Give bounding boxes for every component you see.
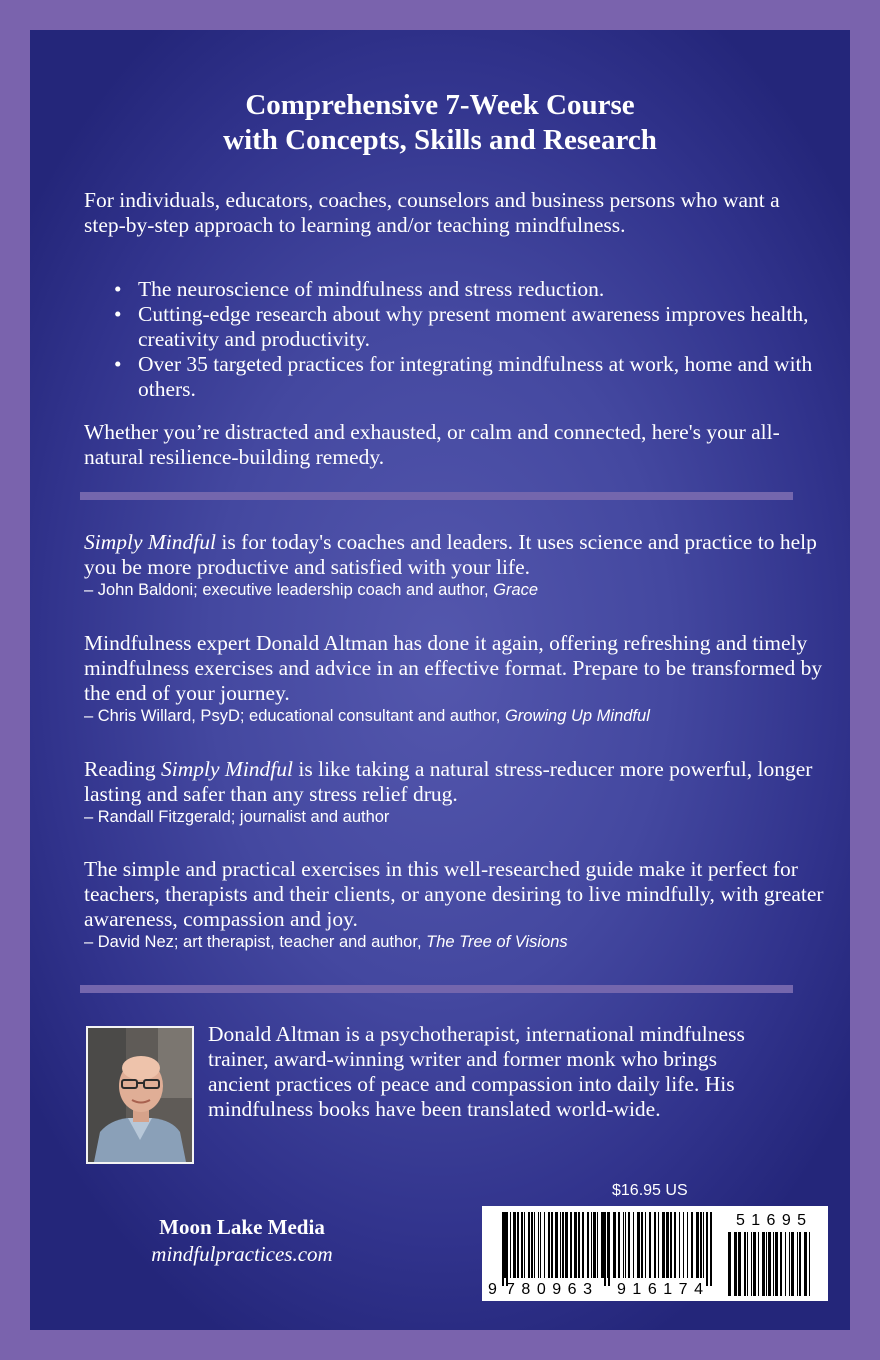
- cover-headline: [30, 88, 850, 158]
- headline-line-1: Comprehensive 7-Week Course: [245, 89, 635, 121]
- back-cover-panel: [30, 30, 850, 1330]
- barcode-bar: [570, 1212, 572, 1278]
- barcode-bar: [696, 1212, 699, 1278]
- endorsement-text: [84, 757, 824, 807]
- feature-item: [84, 302, 824, 352]
- barcode-bar: [540, 1212, 541, 1278]
- barcode-guard-bar: [608, 1212, 610, 1286]
- endorsement-text-end: is for today's coaches and leaders. It uses science and practice to help you be more productive and satisfied with your life.: [84, 530, 817, 579]
- author-photo: [86, 1026, 194, 1164]
- section-divider: [80, 985, 793, 993]
- barcode-bar: [548, 1212, 550, 1278]
- barcode-bar: [538, 1212, 539, 1278]
- barcode-bar: [510, 1212, 511, 1278]
- barcode-guard-bar: [506, 1212, 508, 1286]
- feature-text: The neuroscience of mindfulness and stress reduction.: [138, 277, 605, 301]
- endorsement-text: [84, 530, 824, 580]
- barcode-bar: [623, 1212, 624, 1278]
- barcode-bar: [744, 1232, 746, 1296]
- endorsement: [84, 757, 824, 828]
- endorsement-attribution: [84, 807, 824, 828]
- barcode-bar: [700, 1212, 702, 1278]
- book-title: Simply Mindful: [161, 757, 294, 781]
- attribution-text: – Randall Fitzgerald; journalist and author: [84, 808, 390, 826]
- barcode-bar: [799, 1232, 801, 1296]
- feature-item: [84, 277, 824, 302]
- barcode-bar: [775, 1232, 778, 1296]
- isbn-lead-digit: 9: [488, 1281, 497, 1298]
- barcode-bar: [534, 1212, 535, 1278]
- headline-line-2: with Concepts, Skills and Research: [223, 124, 657, 156]
- attribution-work: Grace: [493, 581, 539, 599]
- endorsement-text-start: The simple and practical exercises in this well-researched guide make it perfect for teachers, therapists and their clients, or anyone desiring to live mindfully, with greater awareness, compassion and joy.: [84, 857, 824, 931]
- endorsement-attribution: [84, 580, 824, 601]
- barcode-graphic: [482, 1206, 828, 1301]
- feature-text: Over 35 targeted practices for integrating mindfulness at work, home and with others.: [138, 352, 813, 401]
- barcode-bar: [747, 1232, 748, 1296]
- barcode-bar: [804, 1232, 807, 1296]
- attribution-text: – John Baldoni; executive leadership coach and author,: [84, 581, 494, 599]
- publisher-website: mindfulpractices.com: [151, 1242, 333, 1266]
- endorsement: [84, 857, 824, 953]
- barcode-bar: [654, 1212, 656, 1278]
- isbn-addon-digits: 51695: [736, 1212, 806, 1229]
- barcode-bar: [780, 1232, 782, 1296]
- barcode-bar: [762, 1232, 765, 1296]
- barcode-bar: [666, 1212, 669, 1278]
- barcode-bar: [753, 1232, 756, 1296]
- barcode-bar: [649, 1212, 651, 1278]
- barcode-bar: [551, 1212, 553, 1278]
- barcode-bar: [679, 1212, 680, 1278]
- barcode-guard-bar: [710, 1212, 712, 1286]
- barcode-bar: [555, 1212, 558, 1278]
- attribution-text: – David Nez; art therapist, teacher and author,: [84, 933, 427, 951]
- barcode-bar: [528, 1212, 530, 1278]
- barcode-bar: [560, 1212, 561, 1278]
- endorsement-attribution: [84, 706, 824, 727]
- publisher-name: Moon Lake Media: [159, 1215, 325, 1239]
- barcode-bar: [751, 1232, 752, 1296]
- barcode-bar: [531, 1212, 533, 1278]
- barcode-bar: [613, 1212, 616, 1278]
- endorsement-text: [84, 631, 824, 706]
- barcode-bar: [633, 1212, 634, 1278]
- barcode-bar: [625, 1212, 626, 1278]
- barcode-bar: [703, 1212, 704, 1278]
- barcode-bar: [544, 1212, 545, 1278]
- bullet-icon: •: [114, 277, 122, 301]
- barcode-bar: [628, 1212, 630, 1278]
- bullet-icon: •: [114, 352, 122, 376]
- endorsement-text-start: Reading: [84, 757, 162, 781]
- barcode-bar: [601, 1212, 604, 1278]
- feature-list: [84, 277, 824, 402]
- barcode-bar: [578, 1212, 580, 1278]
- endorsement-text-end: is like taking a natural stress-reducer more powerful, longer lasting and safer than any stress relief drug.: [84, 757, 813, 806]
- book-title: Simply Mindful: [84, 530, 216, 554]
- barcode-bar: [637, 1212, 640, 1278]
- barcode-bar: [758, 1232, 759, 1296]
- barcode-bar: [513, 1212, 516, 1278]
- barcode-bar: [591, 1212, 592, 1278]
- section-divider: [80, 492, 793, 500]
- barcode-bar: [670, 1212, 672, 1278]
- attribution-text: – Chris Willard, PsyD; educational consultant and author,: [84, 707, 505, 725]
- barcode-bar: [768, 1232, 771, 1296]
- barcode-bar: [641, 1212, 643, 1278]
- barcode-bar: [738, 1232, 741, 1296]
- barcode-bar: [691, 1212, 693, 1278]
- barcode-bar: [674, 1212, 676, 1278]
- endorsement-attribution: [84, 932, 824, 953]
- intro-paragraph: For individuals, educators, coaches, counselors and business persons who want a step-by-step approach to learning and/or teaching mindfulness.: [84, 188, 780, 237]
- barcode-bar: [582, 1212, 584, 1278]
- publisher-block: [122, 1214, 362, 1268]
- barcode-bar: [524, 1212, 525, 1278]
- price-label: $16.95 US: [612, 1182, 688, 1199]
- barcode-bar: [809, 1232, 810, 1296]
- barcode-bar: [597, 1212, 598, 1278]
- barcode-bar: [734, 1232, 737, 1296]
- barcode-bar: [662, 1212, 665, 1278]
- isbn-group-2: 916174: [617, 1281, 703, 1298]
- bullet-icon: •: [114, 302, 122, 326]
- isbn-group-1: 780963: [506, 1281, 592, 1298]
- barcode-bar: [562, 1212, 564, 1278]
- barcode-bar: [687, 1212, 688, 1278]
- barcode-bar: [565, 1212, 568, 1278]
- closing-paragraph: Whether you’re distracted and exhausted, or calm and connected, here's your all-natural resilience-building remedy.: [84, 420, 780, 469]
- endorsement: [84, 631, 824, 727]
- barcode-guard-bar: [706, 1212, 708, 1286]
- barcode-bar: [773, 1232, 774, 1296]
- barcode-bars: [502, 1212, 712, 1286]
- barcode-bar: [658, 1212, 659, 1278]
- attribution-work: The Tree of Visions: [426, 933, 568, 951]
- attribution-work: Growing Up Mindful: [504, 707, 650, 725]
- barcode-bar: [728, 1232, 731, 1296]
- endorsement-text: [84, 857, 824, 932]
- barcode-bar: [521, 1212, 523, 1278]
- barcode-bar: [618, 1212, 620, 1278]
- author-bio: Donald Altman is a psychotherapist, international mindfulness trainer, award-winning writer and former monk who brings ancient practices of peace and compassion into daily life. His mindfulness books have been translated world-wide.: [208, 1022, 745, 1121]
- barcode-bar: [593, 1212, 596, 1278]
- barcode-bar: [766, 1232, 767, 1296]
- addon-barcode-bars: [728, 1232, 810, 1296]
- barcode-bar: [797, 1232, 798, 1296]
- feature-item: [84, 352, 824, 402]
- isbn-barcode: [482, 1206, 828, 1301]
- barcode-bar: [791, 1232, 794, 1296]
- author-portrait-illustration: [88, 1028, 192, 1162]
- barcode-bar: [574, 1212, 577, 1278]
- endorsement: [84, 530, 824, 601]
- barcode-guard-bar: [502, 1212, 504, 1286]
- barcode-bar: [517, 1212, 519, 1278]
- barcode-bar: [645, 1212, 646, 1278]
- barcode-bar: [587, 1212, 589, 1278]
- barcode-guard-bar: [604, 1212, 606, 1286]
- barcode-bar: [785, 1232, 786, 1296]
- barcode-bar: [683, 1212, 684, 1278]
- feature-text: Cutting-edge research about why present moment awareness improves health, creativity and productivity.: [138, 302, 809, 351]
- barcode-bar: [789, 1232, 790, 1296]
- endorsement-text-start: Mindfulness expert Donald Altman has done it again, offering refreshing and timely mindfulness exercises and advice in an effective format. Prepare to be transformed by the end of your journey.: [84, 631, 823, 705]
